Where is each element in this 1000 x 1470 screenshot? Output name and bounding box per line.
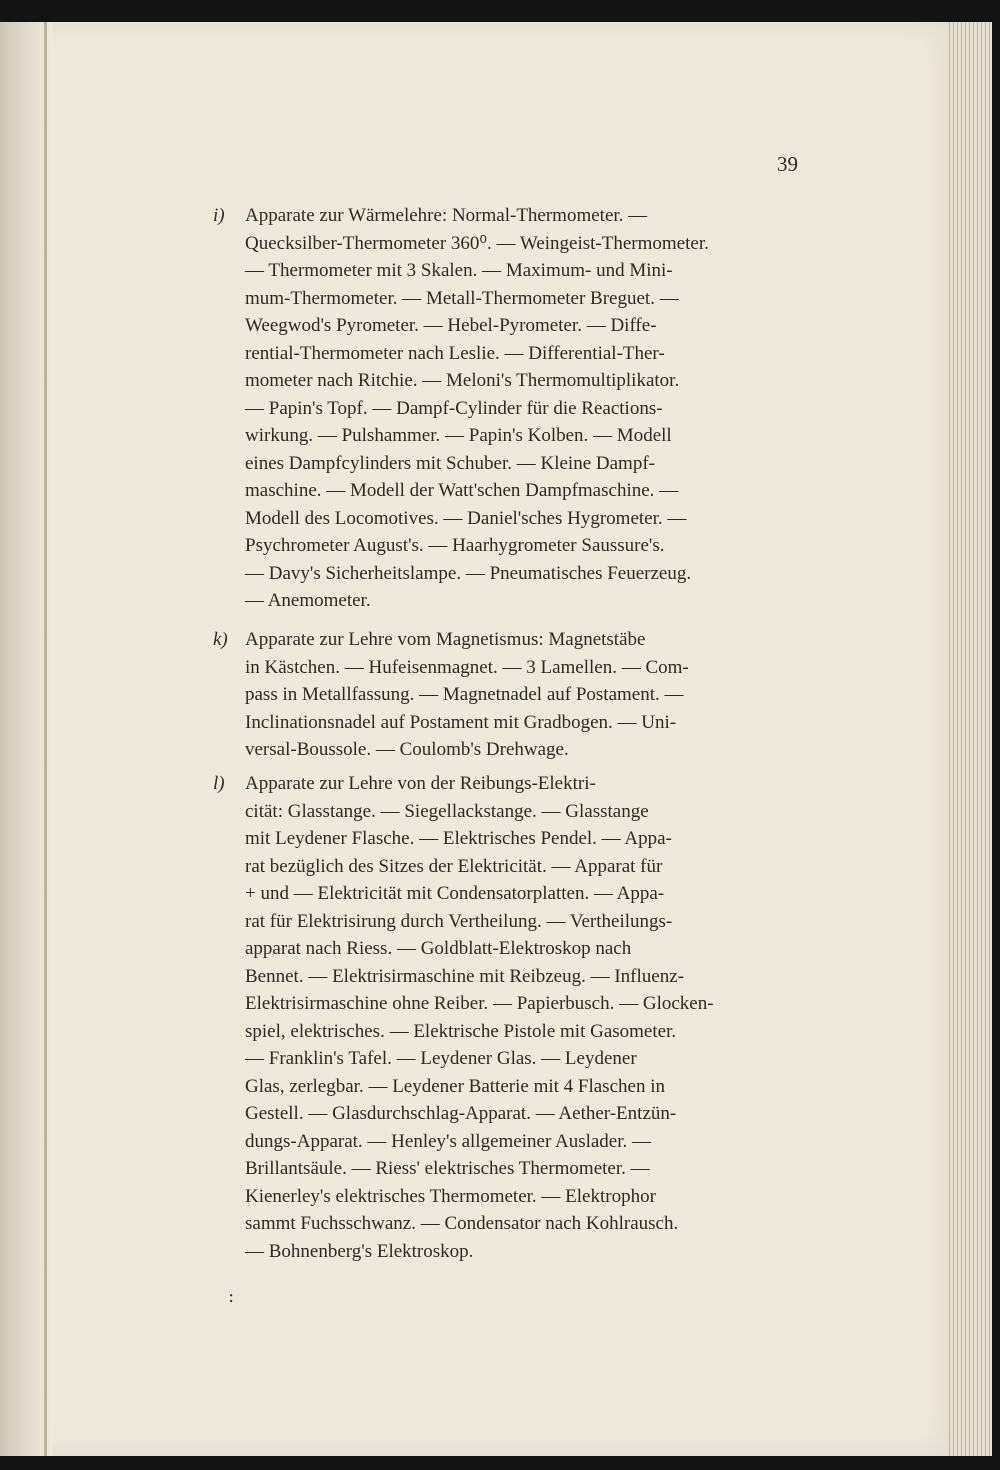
entry-line xyxy=(245,963,818,991)
entry-line-text: Inclinationsnadel auf Postament mit Gradbogen. — Uni- xyxy=(245,711,677,733)
entry-line-text: pass in Metallfassung. — Magnetnadel auf Postament. — xyxy=(245,684,684,705)
entry-line-text: rat bezüglich des Sitzes der Elektricität. — Apparat für xyxy=(245,855,663,877)
entry-line xyxy=(245,1100,818,1128)
entry-label: l) xyxy=(213,773,225,794)
entry-line-text: — Davy's Sicherheitslampe. — Pneumatisches Feuerzeug. xyxy=(245,562,692,584)
entry-line-text: sammt Fuchsschwanz. — Condensator nach Kohlrausch. xyxy=(245,1213,679,1234)
entry-line xyxy=(245,880,818,908)
entry-line xyxy=(245,798,818,826)
entry-line xyxy=(245,736,818,764)
entry-line-text: Kienerley's elektrisches Thermometer. — Elektrophor xyxy=(245,1185,656,1207)
entry-line-text: + und — Elektricität mit Condensatorplatten. — Appa- xyxy=(245,883,665,904)
entry-line-text: Gestell. — Glasdurchschlag-Apparat. — Aether-Entzün- xyxy=(245,1103,677,1124)
entry-line xyxy=(245,1073,818,1101)
entry-line xyxy=(245,340,818,368)
entry-line xyxy=(245,908,818,936)
entry-line xyxy=(245,825,818,853)
entry-line xyxy=(213,626,818,654)
entry-line xyxy=(245,422,818,450)
entry-line xyxy=(245,560,818,588)
entry-line xyxy=(245,709,818,737)
entry-line-text: maschine. — Modell der Watt'schen Dampfmaschine. — xyxy=(245,480,679,501)
entry-line xyxy=(245,312,818,340)
entry-line-text: Quecksilber-Thermometer 360⁰. — Weingeist-Thermometer. xyxy=(245,232,709,254)
entry-line-text: — Anemometer. xyxy=(245,590,371,611)
entry-line xyxy=(245,1128,818,1156)
entry-line-text: apparat nach Riess. — Goldblatt-Elektroskop nach xyxy=(245,938,632,959)
entry-line-text: Apparate zur Wärmelehre: Normal-Thermometer. — xyxy=(245,205,648,226)
page-edges xyxy=(946,22,992,1456)
entry-line-text: mit Leydener Flasche. — Elektrisches Pendel. — Appa- xyxy=(245,828,672,849)
entry-line xyxy=(213,770,818,798)
page-number: 39 xyxy=(777,152,798,176)
scan-border-top xyxy=(0,0,1000,22)
entry-line-text: spiel, elektrisches. — Elektrische Pistole mit Gasometer. xyxy=(245,1020,677,1042)
entry-line xyxy=(213,202,818,230)
entry-electricity-apparatus xyxy=(213,770,818,1265)
entry-line-text: Weegwod's Pyrometer. — Hebel-Pyrometer. — Diffe- xyxy=(245,315,657,336)
entry-line xyxy=(245,990,818,1018)
entry-line-text: Apparate zur Lehre vom Magnetismus: Magnetstäbe xyxy=(245,629,646,650)
entry-line xyxy=(245,1210,818,1238)
entry-line xyxy=(245,477,818,505)
entry-line-text: wirkung. — Pulshammer. — Papin's Kolben. — Modell xyxy=(245,425,672,446)
entry-line-text: mum-Thermometer. — Metall-Thermometer Breguet. — xyxy=(245,287,679,309)
entry-line-text: rential-Thermometer nach Leslie. — Differential-Ther- xyxy=(245,342,665,364)
entry-line-text: mometer nach Ritchie. — Meloni's Thermomultiplikator. xyxy=(245,370,680,391)
entry-line-text: dungs-Apparat. — Henley's allgemeiner Auslader. — xyxy=(245,1130,652,1152)
entry-line xyxy=(245,935,818,963)
entry-heat-apparatus xyxy=(213,202,818,615)
entry-line-text: cität: Glasstange. — Siegellackstange. — Glasstange xyxy=(245,800,649,822)
entry-line-text: Glas, zerlegbar. — Leydener Batterie mit 4 Flaschen in xyxy=(245,1075,665,1097)
entry-line-text: in Kästchen. — Hufeisenmagnet. — 3 Lamellen. — Com- xyxy=(245,656,689,678)
scan-border-right xyxy=(992,0,1000,1470)
entry-line xyxy=(245,1155,818,1183)
entry-line xyxy=(245,450,818,478)
entry-line xyxy=(245,505,818,533)
entry-line-text: eines Dampfcylinders mit Schuber. — Kleine Dampf- xyxy=(245,452,655,474)
entry-line-text: Modell des Locomotives. — Daniel'sches Hygrometer. — xyxy=(245,507,687,529)
entry-magnetism-apparatus xyxy=(213,626,818,764)
entry-line-text: Elektrisirmaschine ohne Reiber. — Papierbusch. — Glocken- xyxy=(245,993,714,1014)
entry-label: k) xyxy=(213,629,228,650)
entry-line-text: Brillantsäule. — Riess' elektrisches Thermometer. — xyxy=(245,1158,650,1179)
entry-line-text: Bennet. — Elektrisirmaschine mit Reibzeug. — Influenz- xyxy=(245,965,684,987)
entry-line-text: — Franklin's Tafel. — Leydener Glas. — Leydener xyxy=(245,1048,637,1069)
entry-line-text: — Papin's Topf. — Dampf-Cylinder für die Reactions- xyxy=(245,397,663,419)
entry-line-text: Apparate zur Lehre von der Reibungs-Elektri- xyxy=(245,773,596,794)
entry-line xyxy=(245,230,818,258)
entry-line-text: — Bohnenberg's Elektroskop. xyxy=(245,1240,474,1262)
entry-line xyxy=(245,257,818,285)
entry-line xyxy=(245,1238,818,1266)
entry-line-text: — Thermometer mit 3 Skalen. — Maximum- und Mini- xyxy=(245,260,673,281)
entry-line xyxy=(245,285,818,313)
entry-line xyxy=(245,532,818,560)
entry-line xyxy=(245,587,818,615)
entry-line-text: versal-Boussole. — Coulomb's Drehwage. xyxy=(245,739,569,760)
entry-line xyxy=(245,395,818,423)
entry-line-text: Psychrometer August's. — Haarhygrometer Saussure's. xyxy=(245,535,665,556)
entry-line-text: rat für Elektrisirung durch Vertheilung. — Vertheilungs- xyxy=(245,910,673,932)
gutter-fold xyxy=(44,22,47,1456)
scan-border-bottom xyxy=(0,1456,1000,1470)
entry-line xyxy=(245,1183,818,1211)
entry-line xyxy=(245,1018,818,1046)
entry-line xyxy=(245,654,818,682)
entry-label: i) xyxy=(213,205,225,226)
entry-line xyxy=(245,1045,818,1073)
entry-line xyxy=(245,681,818,709)
entry-line xyxy=(245,367,818,395)
entry-line xyxy=(245,853,818,881)
stray-mark: : xyxy=(228,1286,235,1307)
